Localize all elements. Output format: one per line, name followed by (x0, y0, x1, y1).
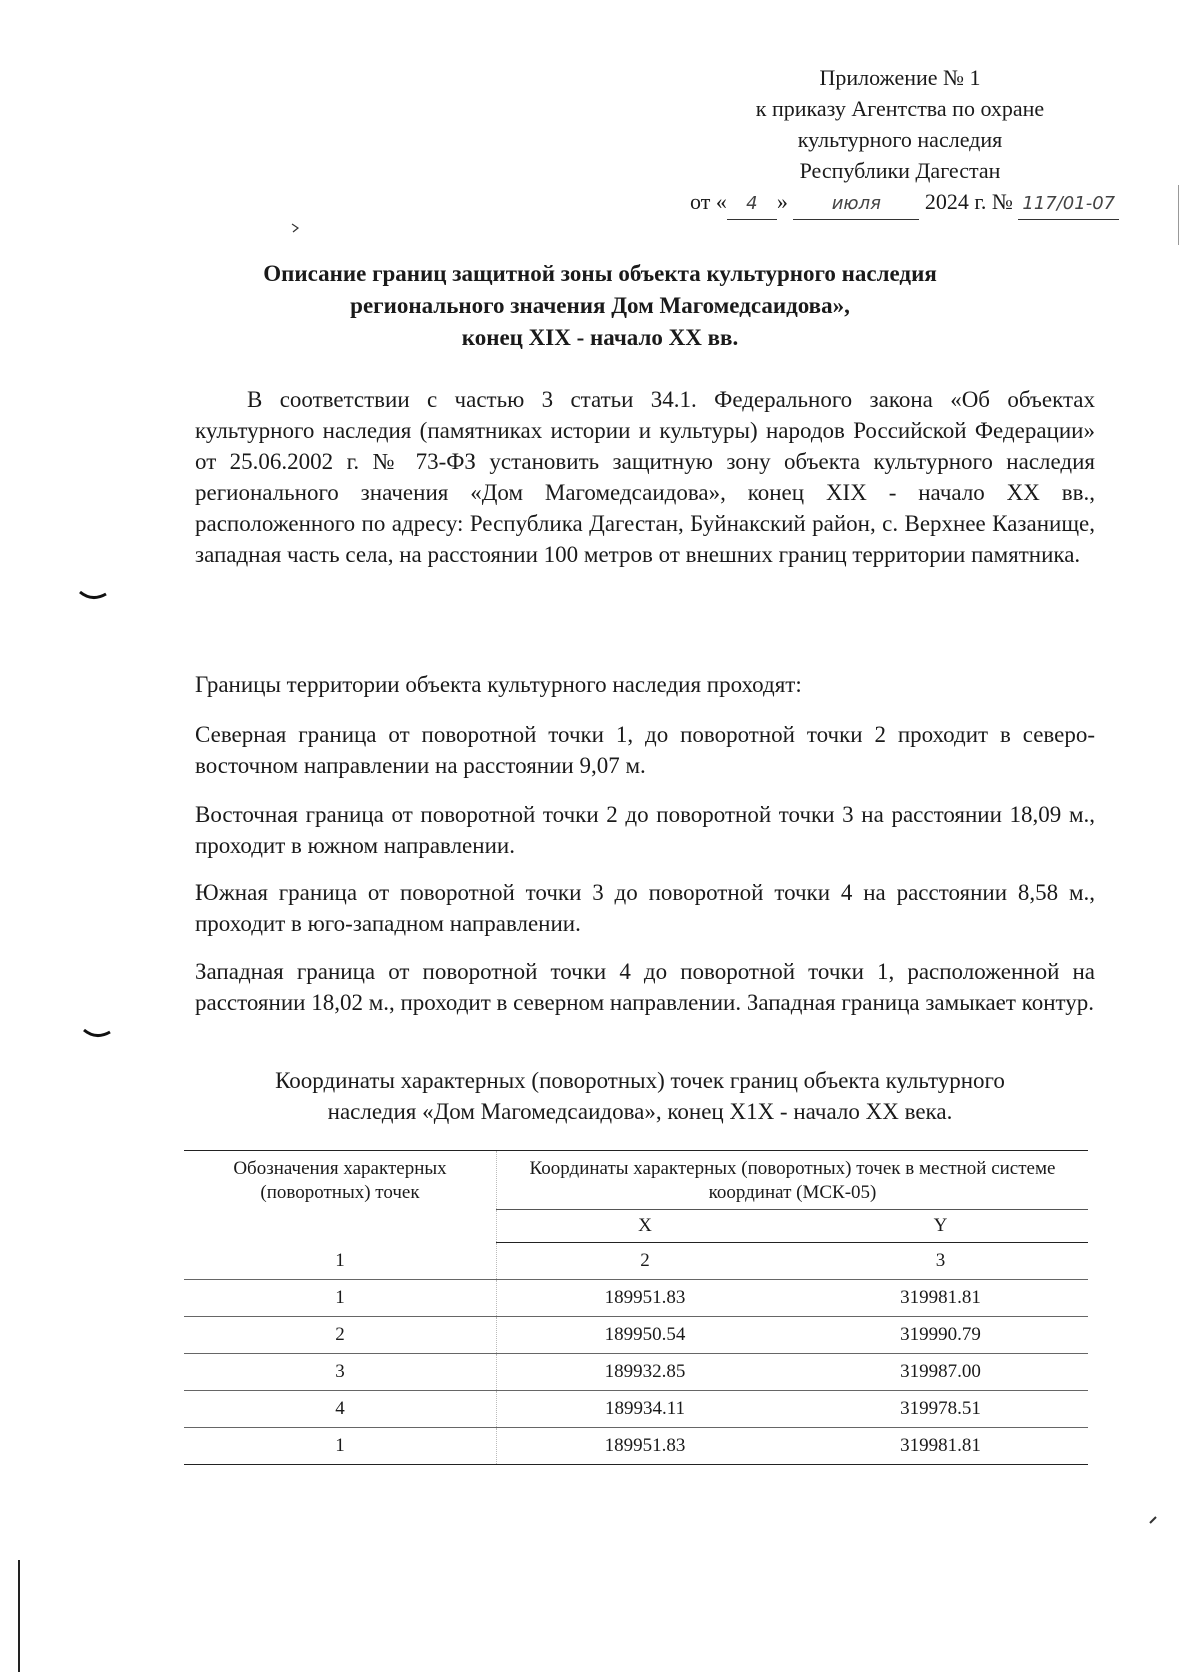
appendix-date-line (690, 186, 1116, 220)
table-row (184, 1354, 1088, 1391)
scan-edge-line (1178, 185, 1179, 245)
x-cell: 189951.83 (497, 1280, 794, 1317)
appendix-number: Приложение № 1 (819, 65, 981, 90)
intro-paragraph: В соответствии с частью 3 статьи 34.1. Федерального закона «Об объектах культурного наследия (памятниках истории и культуры) народов Российской Федерации» от 25.06.2002 г. № 73-ФЗ установить защитную зону объекта культурного наследия регионального значения «Дом Магомедсаидова», конец XIX - начало XX вв., расположенного по адресу: Республика Дагестан, Буйнакский район, с. Верхнее Казанище, западная часть села, на расстоянии 100 метров от внешних границ территории памятника. (195, 387, 1095, 567)
y-cell: 319981.81 (793, 1428, 1088, 1465)
column-number-row (184, 1243, 1088, 1280)
x-cell: 189950.54 (497, 1317, 794, 1354)
date-month-handwritten: июля (793, 188, 919, 220)
table-caption-line-1: Координаты характерных (поворотных) точек границ объекта культурного (275, 1068, 1005, 1093)
point-cell: 1 (184, 1280, 497, 1317)
point-cell: 4 (184, 1391, 497, 1428)
point-cell: 1 (184, 1428, 497, 1465)
date-year: 2024 г. № (924, 189, 1013, 214)
y-cell: 319990.79 (793, 1317, 1088, 1354)
appendix-republic: Республики Дагестан (799, 158, 1001, 183)
appendix-agency-line: культурного наследия (797, 127, 1003, 152)
column-number-cell: 1 (184, 1243, 497, 1280)
date-prefix: от « (690, 189, 727, 214)
x-cell: 189932.85 (497, 1354, 794, 1391)
table-row (184, 1428, 1088, 1465)
scan-mark-bracket-icon (82, 1028, 112, 1042)
title-line-2: регионального значения Дом Магомедсаидова», (350, 293, 850, 318)
point-cell: 3 (184, 1354, 497, 1391)
north-boundary-paragraph: Северная граница от поворотной точки 1, до поворотной точки 2 проходит в северо-восточном направлении на расстоянии 9,07 м. (195, 722, 1095, 778)
header-y: Y (793, 1210, 1088, 1243)
title-line-1: Описание границ защитной зоны объекта культурного наследия (263, 261, 937, 286)
coordinates-table (184, 1150, 1088, 1465)
header-point-designation: Обозначения характерных (поворотных) точек (184, 1151, 497, 1243)
table-row (184, 1317, 1088, 1354)
scan-edge-line (18, 1560, 20, 1672)
header-x: X (497, 1210, 794, 1243)
west-boundary-paragraph: Западная граница от поворотной точки 4 до поворотной точки 1, расположенной на расстоянии 18,02 м., проходит в северном направлении. Западная граница замыкает контур. (195, 959, 1095, 1015)
table-row (184, 1391, 1088, 1428)
appendix-order-ref: к приказу Агентства по охране (755, 96, 1045, 121)
x-cell: 189934.11 (497, 1391, 794, 1428)
scan-mark-bracket-icon (78, 590, 108, 604)
point-cell: 2 (184, 1317, 497, 1354)
header-coordinates: Координаты характерных (поворотных) точек в местной системе координат (МСК-05) (497, 1151, 1089, 1210)
table-caption (170, 1065, 1110, 1127)
column-number-cell: 2 (497, 1243, 794, 1280)
east-boundary-paragraph: Восточная граница от поворотной точки 2 до поворотной точки 3 на расстоянии 18,09 м., проходит в южном направлении. (195, 802, 1095, 858)
title-line-3: конец XIX - начало XX вв. (461, 325, 739, 350)
y-cell: 319987.00 (793, 1354, 1088, 1391)
boundaries-heading: Границы территории объекта культурного наследия проходят: (195, 672, 802, 697)
south-boundary-paragraph: Южная граница от поворотной точки 3 до поворотной точки 4 на расстоянии 8,58 м., проходит в юго-западном направлении. (195, 880, 1095, 936)
scan-speck-icon (1148, 1515, 1158, 1525)
x-cell: 189951.83 (497, 1428, 794, 1465)
date-mid: » (776, 189, 788, 214)
y-cell: 319978.51 (793, 1391, 1088, 1428)
appendix-header (690, 62, 1116, 220)
table-row (184, 1280, 1088, 1317)
order-number-handwritten: 117/01-07 (1018, 188, 1119, 220)
column-number-cell: 3 (793, 1243, 1088, 1280)
scan-speck-icon (290, 222, 300, 234)
document-title (150, 258, 1050, 354)
date-day-handwritten: 4 (727, 188, 777, 220)
y-cell: 319981.81 (793, 1280, 1088, 1317)
table-caption-line-2: наследия «Дом Магомедсаидова», конец X1X - начало XX века. (327, 1099, 953, 1124)
